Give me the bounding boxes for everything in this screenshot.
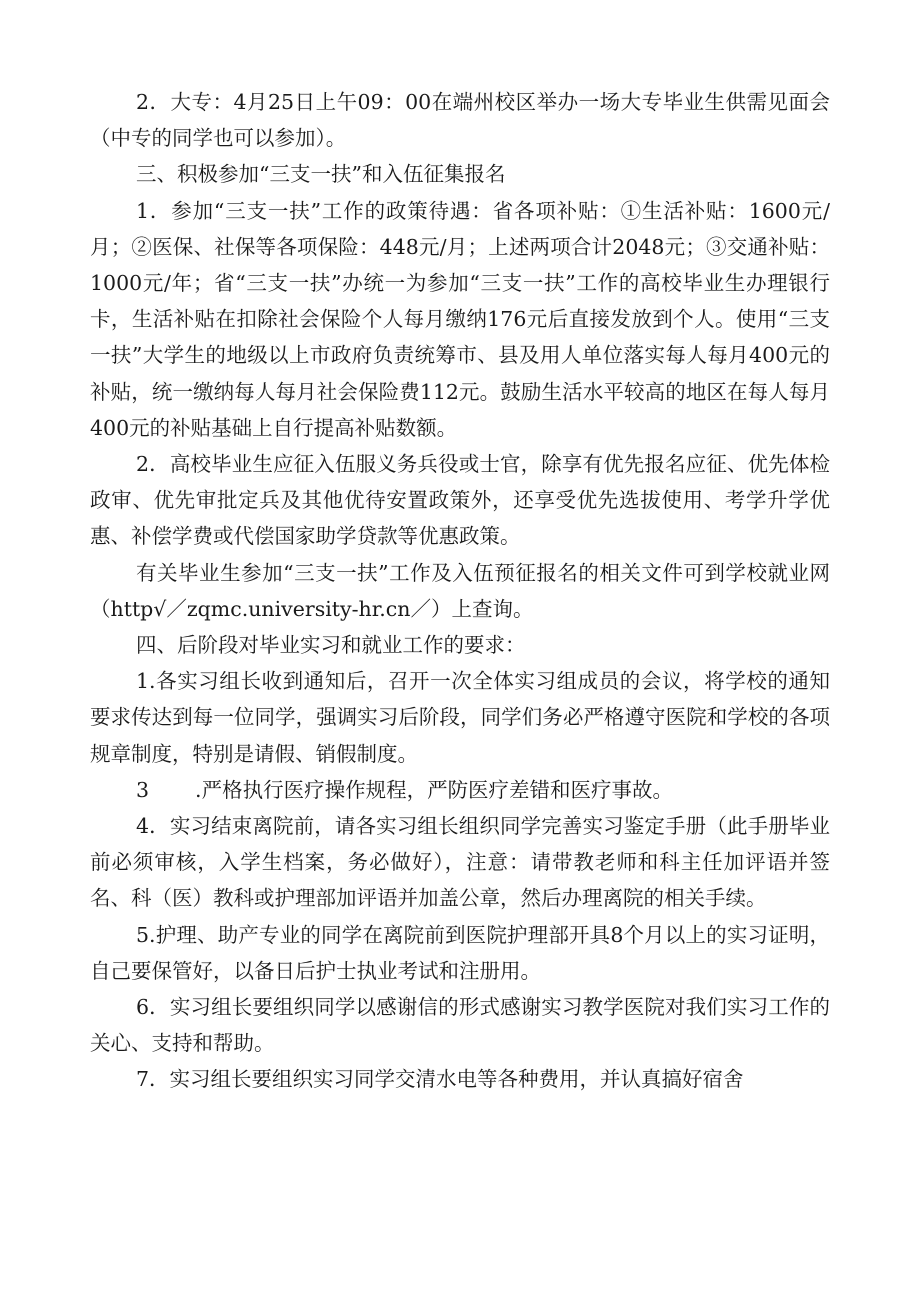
paragraph-policy-benefits: 1．参加“三支一扶”工作的政策待遇：省各项补贴：①生活补贴：1600元/月；②医保、社保等各项保险：448元/月；上述两项合计2048元；③交通补贴：1000元/年；省“三支一扶”办统一为参加“三支一扶”工作的高校毕业生办理银行卡，生活补贴在扣除社会保险个人每月缴纳176元后直接发放到个人。使用“三支一扶”大学生的地级以上市政府负责统筹市、县及用人单位落实每人每月400元的补贴，统一缴纳每人每月社会保险费112元。鼓励生活水平较高的地区在每人每月400元的补贴基础上自行提高补贴数额。: [90, 198, 830, 440]
section-heading-4: 四、后阶段对毕业实习和就业工作的要求：: [136, 633, 526, 658]
paragraph-junior-college-fair: 2．大专：4月25日上午09：00在端州校区举办一场大专毕业生供需见面会（中专的同学也可以参加）。: [90, 90, 830, 151]
section-heading-3: 三、积极参加“三支一扶”和入伍征集报名: [136, 162, 506, 187]
paragraph-requirement-6: 6．实习组长要组织同学以感谢信的形式感谢实习教学医院对我们实习工作的关心、支持和帮助。: [90, 995, 830, 1056]
paragraph-requirement-5: 5.护理、助产专业的同学在离院前到医院护理部开具8个月以上的实习证明，自己要保管好，以备日后护士执业考试和注册用。: [90, 922, 830, 983]
paragraph-website-info: 有关毕业生参加“三支一扶”工作及入伍预征报名的相关文件可到学校就业网（http√／zqmc.university-hr.cn／）上查询。: [90, 560, 830, 621]
paragraph-requirement-3: [90, 772, 830, 808]
paragraph-requirement-1: 1.各实习组长收到通知后，召开一次全体实习组成员的会议，将学校的通知要求传达到每一位同学，强调实习后阶段，同学们务必严格遵守医院和学校的各项规章制度，特别是请假、销假制度。: [90, 669, 830, 766]
paragraph-enlistment-policy: 2．高校毕业生应征入伍服义务兵役或士官，除享有优先报名应征、优先体检政审、优先审批定兵及其他优待安置政策外，还享受优先选拔使用、考学升学优惠、补偿学费或代偿国家助学贷款等优惠政策。: [90, 452, 830, 549]
document-body: [90, 84, 830, 1098]
paragraph-requirement-4: 4．实习结束离院前，请各实习组长组织同学完善实习鉴定手册（此手册毕业前必须审核，入学生档案，务必做好），注意：请带教老师和科主任加评语并签名、科（医）教科或护理部加评语并加盖公章，然后办理离院的相关手续。: [90, 814, 830, 911]
requirement-3-text: .严格执行医疗操作规程，严防医疗差错和医疗事故。: [195, 777, 674, 802]
requirement-3-number: 3: [136, 777, 150, 802]
paragraph-requirement-7: 7．实习组长要组织实习同学交清水电等各种费用，并认真搞好宿舍: [136, 1067, 744, 1092]
